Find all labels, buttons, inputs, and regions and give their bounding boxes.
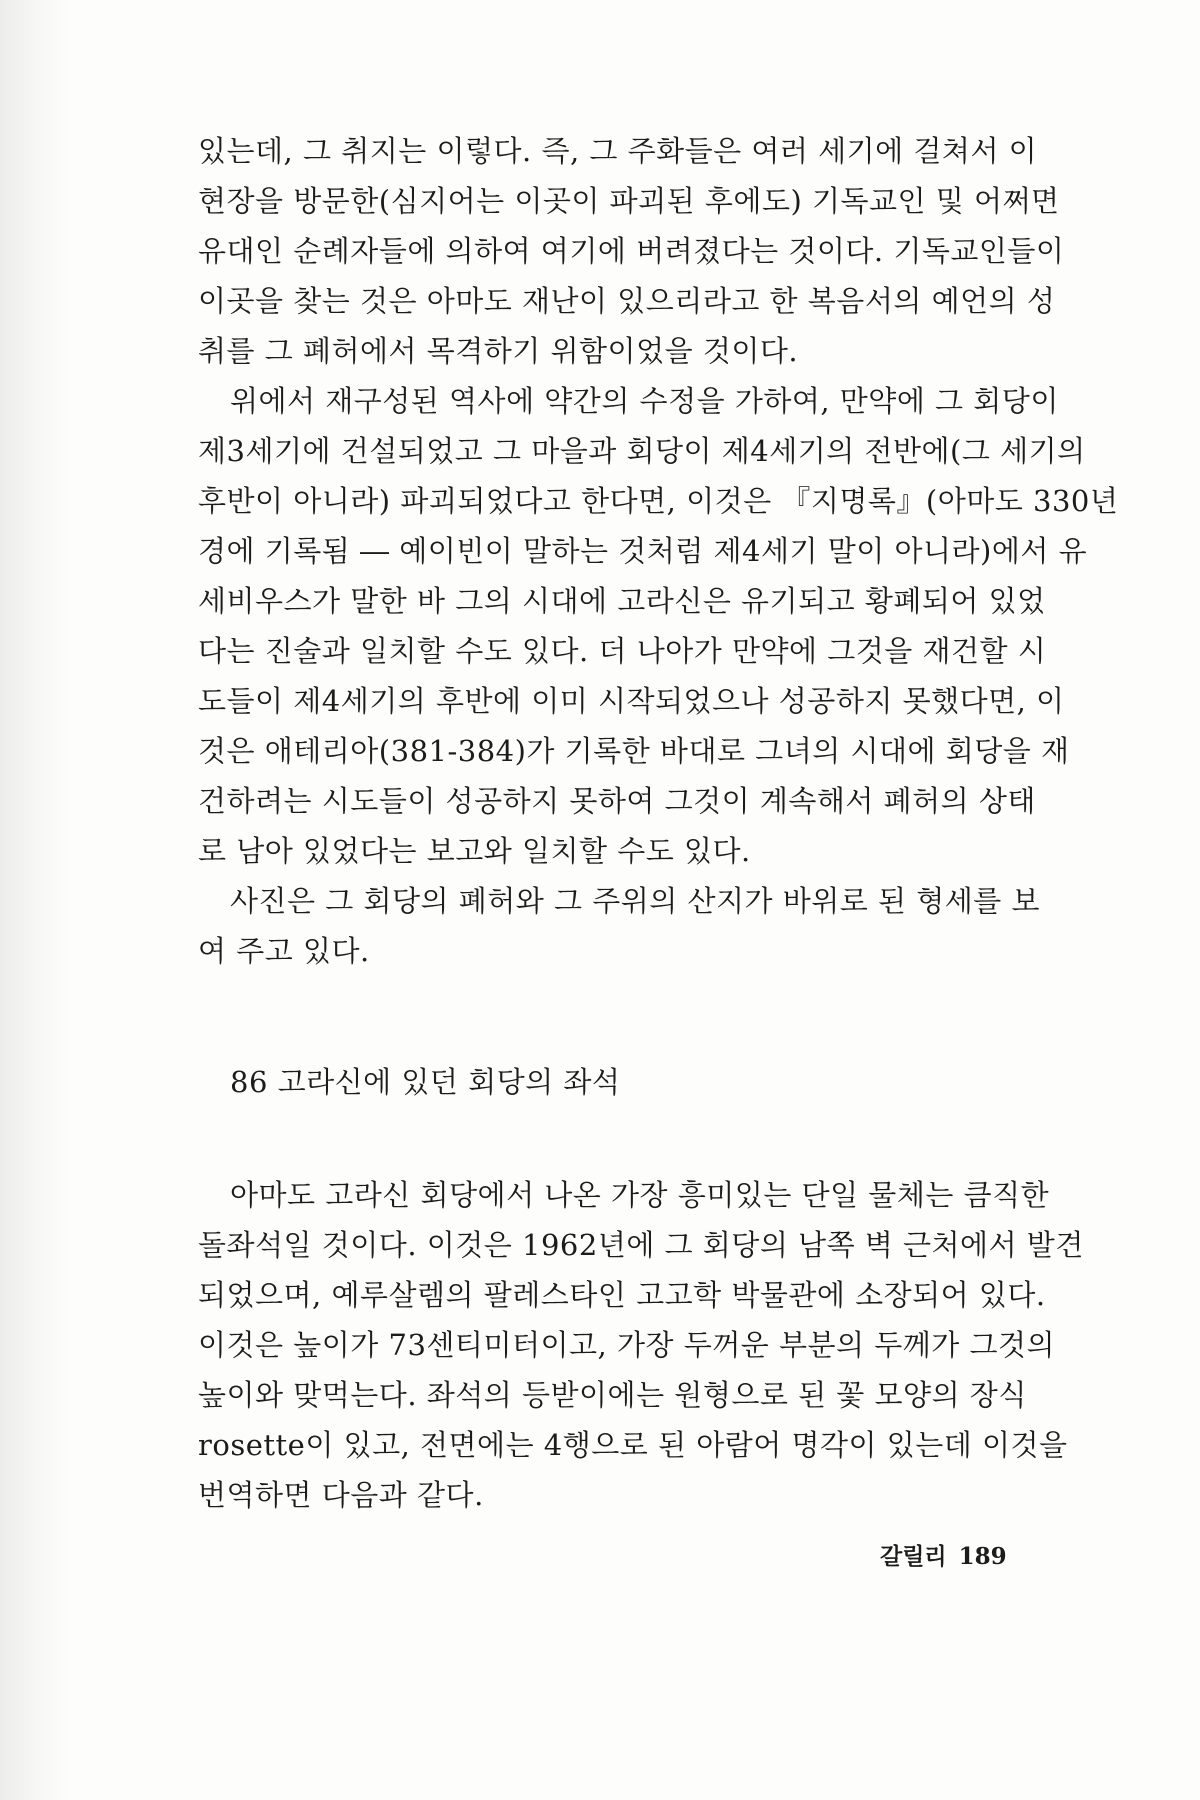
text-line: 도들이 제4세기의 후반에 이미 시작되었으나 성공하지 못했다면, 이 bbox=[198, 684, 1065, 718]
text-line: 이것은 높이가 73센티미터이고, 가장 두꺼운 부분의 두께가 그것의 bbox=[198, 1328, 1056, 1362]
page-footer bbox=[880, 1538, 1007, 1571]
text-line: 이곳을 찾는 것은 아마도 재난이 있으리라고 한 복음서의 예언의 성 bbox=[198, 284, 1056, 318]
text-line: 유대인 순례자들에 의하여 여기에 버려졌다는 것이다. 기독교인들이 bbox=[198, 234, 1065, 268]
page-number: 189 bbox=[958, 1543, 1007, 1570]
text-line: 경에 기록됨 ― 예이빈이 말하는 것처럼 제4세기 말이 아니라)에서 유 bbox=[198, 534, 1088, 568]
paragraph-start-line: 위에서 재구성된 역사에 약간의 수정을 가하여, 만약에 그 회당이 bbox=[230, 384, 1059, 418]
text-line: 로 남아 있었다는 보고와 일치할 수도 있다. bbox=[198, 834, 751, 868]
paragraph-start-line: 사진은 그 회당의 폐허와 그 주위의 산지가 바위로 된 형세를 보 bbox=[230, 884, 1041, 918]
text-line: 취를 그 폐허에서 목격하기 위함이었을 것이다. bbox=[198, 334, 799, 368]
text-line: 번역하면 다음과 같다. bbox=[198, 1478, 484, 1512]
text-line: 건하려는 시도들이 성공하지 못하여 그것이 계속해서 폐허의 상태 bbox=[198, 784, 1036, 818]
text-line: 현장을 방문한(심지어는 이곳이 파괴된 후에도) 기독교인 및 어쩌면 bbox=[198, 184, 1060, 218]
text-line: 다는 진술과 일치할 수도 있다. 더 나아가 만약에 그것을 재건할 시 bbox=[198, 634, 1047, 668]
text-line: 높이와 맞먹는다. 좌석의 등받이에는 원형으로 된 꽃 모양의 장식 bbox=[198, 1378, 1027, 1412]
text-line: 제3세기에 건설되었고 그 마을과 회당이 제4세기의 전반에(그 세기의 bbox=[198, 434, 1086, 468]
body-text-lower bbox=[198, 1172, 1084, 1532]
text-line: rosette이 있고, 전면에는 4행으로 된 아람어 명각이 있는데 이것을 bbox=[198, 1428, 1068, 1462]
text-line: 되었으며, 예루살렘의 팔레스타인 고고학 박물관에 소장되어 있다. bbox=[198, 1278, 1046, 1312]
text-line: 세비우스가 말한 바 그의 시대에 고라신은 유기되고 황폐되어 있었 bbox=[198, 584, 1046, 618]
text-line: 있는데, 그 취지는 이렇다. 즉, 그 주화들은 여러 세기에 걸쳐서 이 bbox=[198, 134, 1038, 168]
text-line: 후반이 아니라) 파괴되었다고 한다면, 이것은 『지명록』(아마도 330년 bbox=[198, 484, 1119, 518]
paragraph-start-line: 아마도 고라신 회당에서 나온 가장 흥미있는 단일 물체는 큼직한 bbox=[230, 1178, 1050, 1212]
text-line: 여 주고 있다. bbox=[198, 934, 370, 968]
running-head: 갈릴리 bbox=[880, 1543, 947, 1570]
section-heading: 86 고라신에 있던 회당의 좌석 bbox=[230, 1065, 621, 1099]
body-text-upper bbox=[198, 128, 1119, 1028]
text-line: 것은 애테리아(381-384)가 기록한 바대로 그녀의 시대에 회당을 재 bbox=[198, 734, 1070, 768]
scan-shadow bbox=[0, 0, 70, 1800]
text-line: 돌좌석일 것이다. 이것은 1962년에 그 회당의 남쪽 벽 근처에서 발견 bbox=[198, 1228, 1084, 1262]
